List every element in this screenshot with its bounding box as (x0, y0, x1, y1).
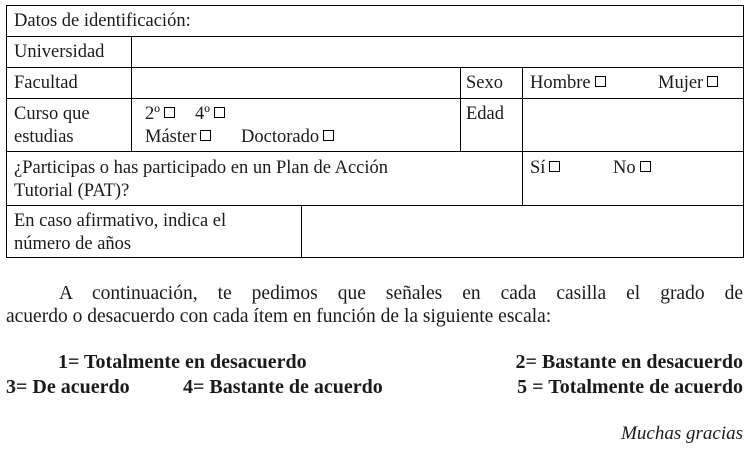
scale-item-3: 3= De acuerdo (6, 376, 130, 398)
universidad-label: Universidad (14, 42, 105, 62)
instructions-line2: acuerdo o desacuerdo con cada ítem en función de la siguiente escala: (6, 306, 552, 327)
master-label: Máster (145, 127, 197, 147)
pat-question-line1: ¿Participas o has participado en un Plan de Acción (14, 158, 389, 178)
no-option (613, 157, 651, 180)
si-option (530, 157, 560, 180)
segundo-option (145, 103, 175, 126)
scale-item-4: 4= Bastante de acuerdo (183, 376, 383, 398)
doctorado-checkbox[interactable] (323, 130, 334, 141)
scale-item-1: 1= Totalmente en desacuerdo (58, 351, 307, 373)
mujer-option (658, 72, 718, 95)
scale-item-2: 2= Bastante en desacuerdo (515, 351, 743, 373)
years-label-line2: número de años (14, 234, 132, 254)
si-label: Sí (530, 158, 546, 178)
sexo-label: Sexo (466, 73, 503, 93)
segundo-label: 2º (145, 104, 160, 124)
years-field[interactable] (302, 206, 743, 257)
facultad-label: Facultad (14, 73, 78, 93)
segundo-checkbox[interactable] (164, 107, 175, 118)
mujer-checkbox[interactable] (707, 76, 718, 87)
curso-label-line2: estudias (14, 127, 74, 147)
no-label: No (613, 158, 636, 178)
hombre-label: Hombre (530, 73, 591, 93)
cuarto-option (195, 103, 225, 126)
cuarto-checkbox[interactable] (214, 107, 225, 118)
mujer-label: Mujer (658, 73, 704, 93)
scale-item-5: 5 = Totalmente de acuerdo (517, 376, 743, 398)
form-title: Datos de identificación: (14, 11, 191, 31)
cuarto-label: 4º (195, 104, 210, 124)
form-divider (6, 151, 744, 152)
doctorado-label: Doctorado (241, 127, 320, 147)
si-checkbox[interactable] (549, 161, 560, 172)
master-option (145, 126, 211, 149)
universidad-field[interactable] (132, 37, 743, 67)
curso-label-line1: Curso que (14, 104, 90, 124)
form-divider (460, 67, 461, 151)
hombre-checkbox[interactable] (595, 76, 606, 87)
closing-text: Muchas gracias (621, 423, 743, 444)
master-checkbox[interactable] (200, 130, 211, 141)
facultad-field[interactable] (132, 68, 460, 98)
instructions-line1: A continuación, te pedimos que señales en cada casilla el grado de (59, 283, 743, 304)
no-checkbox[interactable] (640, 161, 651, 172)
doctorado-option (241, 126, 334, 149)
edad-label: Edad (466, 104, 505, 124)
edad-field[interactable] (523, 99, 743, 151)
hombre-option (530, 72, 606, 95)
pat-question-line2: Tutorial (PAT)? (14, 181, 130, 201)
years-label-line1: En caso afirmativo, indica el (14, 211, 227, 231)
